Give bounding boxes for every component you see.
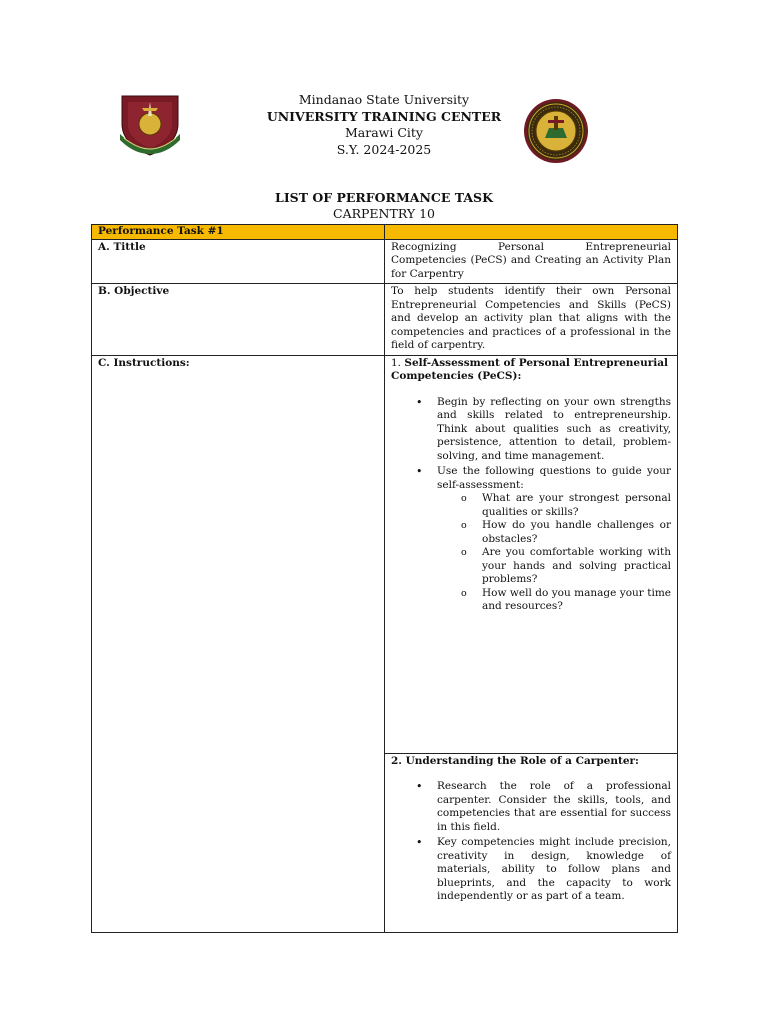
objective-label: B. Objective [92, 284, 385, 356]
step1-number: 1. [391, 356, 402, 369]
list-item: • Key competencies might include precision, creativity in design, knowledge of materials, ability to follow plans and blueprints, and the capacity to work independently or as part of a team. [437, 836, 671, 904]
list-item: • Research the role of a professional carpenter. Consider the skills, tools, and competencies that are essential for success in this field. [437, 780, 671, 834]
table-row [92, 225, 678, 240]
table-row [92, 284, 678, 356]
document-title: LIST OF PERFORMANCE TASK [275, 190, 493, 205]
table-row [92, 355, 678, 753]
university-name: Mindanao State University [298, 92, 470, 107]
list-item: o What are your strongest personal qualities or skills? [482, 492, 671, 519]
question-list [437, 492, 671, 614]
list-item: o Are you comfortable working with your hands and solving practical problems? [482, 546, 671, 587]
list-item: o How do you handle challenges or obstacles? [482, 519, 671, 546]
training-center-seal-icon [523, 98, 589, 164]
performance-task-table [91, 224, 678, 933]
step1-cell [385, 355, 678, 753]
step1-title: Self-Assessment of Personal Entrepreneurial Competencies (PeCS): [391, 356, 669, 382]
task-header-empty-cell [385, 225, 678, 240]
step2-title: 2. Understanding the Role of a Carpenter: [391, 754, 639, 767]
task-label: Performance Task #1 [92, 225, 385, 240]
objective-value: To help students identify their own Personal Entrepreneurial Competencies and Skills (PeCS) and develop an activity plan that aligns with the competencies and practices of a professional in the field of carpentry. [385, 284, 678, 356]
list-item-text: Use the following questions to guide your self-assessment: [437, 465, 671, 491]
title-label: A. Tittle [92, 239, 385, 284]
list-item: • Begin by reflecting on your own strengths and skills related to entrepreneurship. Think about qualities such as creativity, persistence, attention to detail, problem-solving, and time management. [437, 396, 671, 464]
step1-bullet-list [391, 396, 671, 614]
step2-cell [385, 753, 678, 932]
school-year: S.Y. 2024-2025 [336, 141, 432, 157]
document-title-block [0, 190, 768, 222]
city-name: Marawi City [345, 125, 423, 140]
step2-bullet-list [391, 780, 671, 904]
header-block [0, 92, 768, 158]
instructions-label: C. Instructions: [92, 355, 385, 932]
table-row [92, 239, 678, 284]
subject-name: CARPENTRY 10 [333, 206, 435, 221]
training-center-name: UNIVERSITY TRAINING CENTER [266, 108, 502, 124]
title-value: Recognizing Personal Entrepreneurial Competencies (PeCS) and Creating an Activity Plan for Carpentry [385, 239, 678, 284]
list-item [437, 465, 671, 614]
list-item: o How well do you manage your time and resources? [482, 587, 671, 614]
step1-heading [391, 357, 671, 384]
